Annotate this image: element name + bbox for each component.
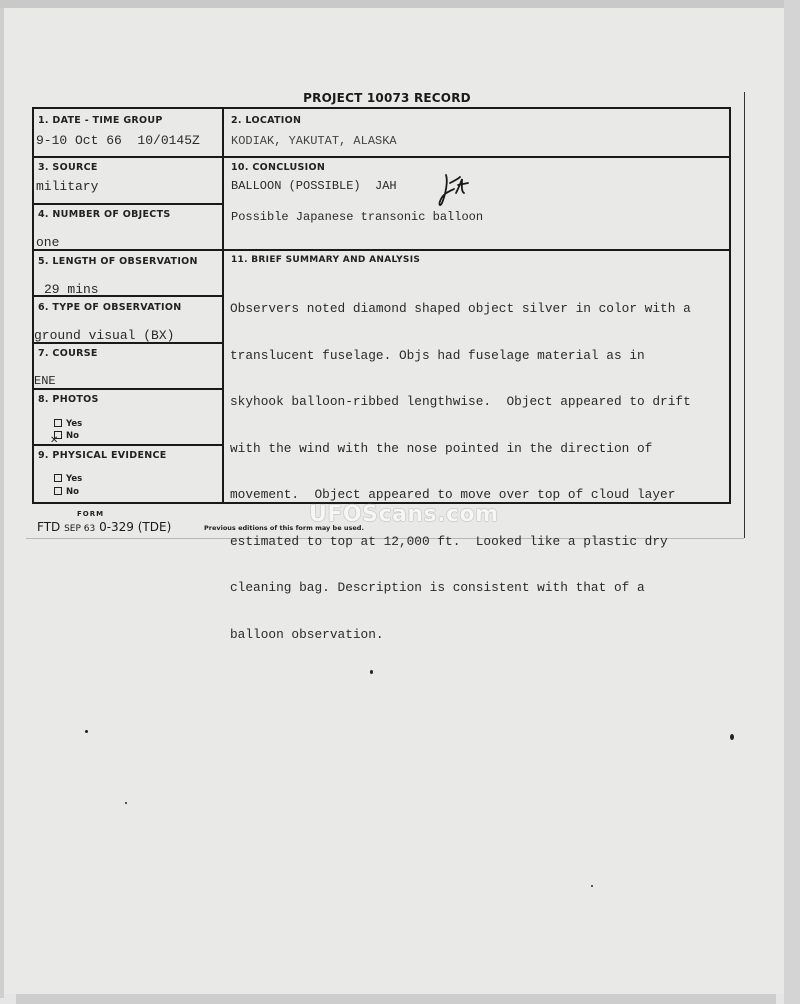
checkbox-icon (54, 474, 62, 482)
source-value: military (36, 179, 99, 194)
scan-speck (85, 730, 88, 733)
row-divider (34, 388, 222, 390)
summary-line: with the wind with the nose pointed in the direction of (230, 440, 653, 456)
summary-label: 11. BRIEF SUMMARY AND ANALYSIS (231, 255, 421, 265)
physical-evidence-no-option[interactable] (54, 487, 79, 497)
row-divider (34, 249, 731, 251)
footer-form-prefix: FTD (37, 520, 61, 534)
summary-line: skyhook balloon-ribbed lengthwise. Object appeared to drift (230, 394, 691, 409)
course-value: ENE (34, 374, 56, 388)
scanned-page (4, 8, 784, 994)
checkbox-icon (54, 419, 62, 427)
scan-border-bottom (16, 994, 776, 1004)
number-of-objects-label: 4. NUMBER OF OBJECTS (38, 209, 171, 220)
location-label: 2. LOCATION (231, 115, 302, 126)
physical-evidence-yes-label: Yes (66, 474, 83, 484)
summary-line: Observers noted diamond shaped object silver in color with a (230, 301, 691, 316)
record-title: PROJECT 10073 RECORD (303, 91, 471, 105)
physical-evidence-label: 9. PHYSICAL EVIDENCE (38, 450, 167, 461)
photos-yes-label: Yes (66, 419, 83, 429)
source-label: 3. SOURCE (38, 162, 98, 173)
summary-text (230, 270, 725, 673)
date-time-group-value: 9-10 Oct 66 10/0145Z (36, 133, 200, 148)
photos-yes-option[interactable] (54, 419, 82, 429)
physical-evidence-no-label: No (66, 487, 79, 497)
footer-note: Previous editions of this form may be used. (204, 524, 364, 532)
sheet-edge-line (744, 92, 745, 538)
length-of-observation-value: 29 mins (44, 282, 99, 297)
physical-evidence-yes-option[interactable] (54, 474, 82, 484)
row-divider (34, 203, 222, 205)
watermark: UFOScans.com (309, 502, 499, 527)
scan-speck (125, 802, 127, 804)
location-value: KODIAK, YAKUTAT, ALASKA (231, 134, 397, 148)
scan-speck (370, 670, 373, 674)
conclusion-note: Possible Japanese transonic balloon (231, 210, 484, 224)
date-time-group-label: 1. DATE - TIME GROUP (38, 115, 163, 126)
photos-label: 8. PHOTOS (38, 394, 99, 405)
conclusion-value: BALLOON (POSSIBLE) JAH (231, 179, 397, 193)
summary-line: movement. Object appeared to move over top of cloud layer (230, 487, 676, 502)
footer-form-label: FORM (77, 510, 105, 518)
x-check-mark-icon: ✕ (50, 435, 59, 446)
column-divider (222, 109, 224, 502)
summary-line: estimated to top at 12,000 ft. Looked like a plastic dry (230, 533, 668, 549)
conclusion-label: 10. CONCLUSION (231, 162, 326, 173)
checkbox-icon (54, 487, 62, 495)
footer-form-date: SEP 63 (64, 524, 96, 534)
summary-line: translucent fuselage. Objs had fuselage material as in (230, 347, 645, 363)
footer-form-id (37, 520, 171, 534)
footer-form-number: 0-329 (TDE) (99, 520, 172, 534)
summary-line: cleaning bag. Description is consistent with that of a (230, 580, 645, 595)
scan-border-right (784, 0, 800, 1004)
scan-border-top (0, 0, 800, 8)
scan-speck (591, 885, 593, 887)
row-divider (34, 156, 731, 158)
summary-line: balloon observation. (230, 626, 384, 642)
number-of-objects-value: one (36, 235, 60, 250)
course-label: 7. COURSE (38, 348, 98, 359)
length-of-observation-label: 5. LENGTH OF OBSERVATION (38, 256, 198, 267)
row-divider (34, 444, 222, 446)
type-of-observation-value: ground visual (BX) (34, 328, 175, 343)
scan-speck (730, 734, 734, 740)
photos-no-label: No (66, 431, 79, 441)
type-of-observation-label: 6. TYPE OF OBSERVATION (38, 302, 182, 313)
